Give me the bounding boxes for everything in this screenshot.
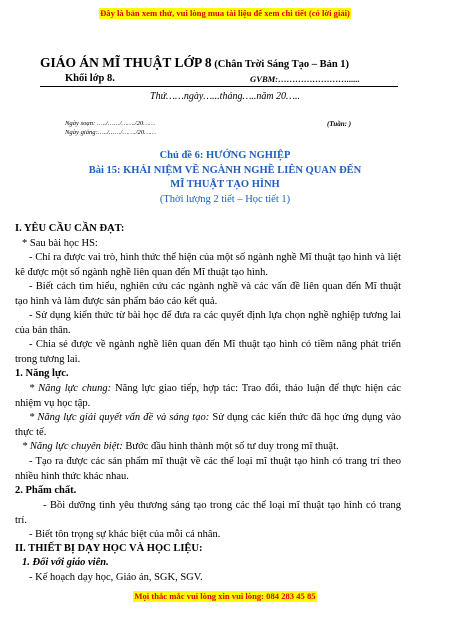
competency-specialized-text: Bước đầu hình thành một số tư duy trong mĩ thuật. — [122, 441, 339, 452]
bottom-banner-text: Mọi thắc mắc vui lòng xin vui lòng: 084 283 45 85 — [134, 591, 316, 601]
competency-general-text: Năng lực giao tiếp, hợp tác: Trao đổi, thảo luận để thực hiện các nhiệm vụ học tập. — [15, 383, 401, 409]
quality-heading: 2. Phẩm chất. — [15, 485, 77, 496]
header-divider — [40, 86, 398, 87]
week-label: (Tuần: ) — [327, 120, 352, 128]
teach-date: Ngày giảng:…../……/……./20…… — [65, 129, 156, 136]
section2-heading: II. THIẾT BỊ DẠY HỌC VÀ HỌC LIỆU: — [15, 543, 203, 554]
competency-problem-solving-label: * Năng lực giải quyết vấn đề và sáng tạo: — [29, 412, 210, 423]
goal-2: - Biết cách tìm hiểu, nghiên cứu các ngành nghề và các vấn đề liên quan đến Mĩ thuật tạo hình và làm được sản phẩm báo cáo kết quả. — [15, 281, 401, 307]
lesson-duration: (Thời lượng 2 tiết – Học tiết 1) — [159, 194, 291, 205]
page-title — [40, 55, 349, 71]
title-main: GIÁO ÁN MĨ THUẬT LỚP 8 — [40, 55, 212, 70]
goal-1: - Chỉ ra được vai trò, hình thức thể hiện của một số ngành nghề Mĩ thuật tạo hình và liệt kê được một số ngành nghề liên quan đến Mĩ thuật tạo hình. — [15, 252, 401, 278]
goal-4: - Chia sẻ được về ngành nghề liên quan đến Mĩ thuật tạo hình có tiềm năng phát triển trong tương lai. — [15, 339, 401, 365]
quality-1: - Bồi dưỡng tình yêu thương sáng tạo trong các thể loại mĩ thuật tạo hình có trang trí. — [15, 500, 401, 526]
quality-2: - Biết tôn trọng sự khác biệt của mỗi cá nhân. — [29, 529, 221, 540]
lesson-title-line1: Bài 15: KHÁI NIỆM VỀ NGÀNH NGHỀ LIÊN QUAN ĐẾN — [88, 165, 362, 176]
date-line: Thứ……ngày…...tháng…..năm 20….. — [150, 91, 300, 102]
top-banner-text: Đây là bản xem thử, vui lòng mua tài liệu để xem chi tiết (có lời giải) — [100, 8, 350, 18]
teacher-items: - Kế hoạch dạy học, Giáo án, SGK, SGV. — [29, 572, 203, 583]
teacher-heading: 1. Đối với giáo viên. — [22, 557, 109, 568]
competency-heading: 1. Năng lực. — [15, 368, 69, 379]
after-lesson-label: * Sau bài học HS: — [22, 238, 98, 249]
section1-heading: I. YÊU CẦU CẦN ĐẠT: — [15, 223, 125, 234]
prep-date: Ngày soạn: …../……/……./20…… — [65, 120, 155, 127]
title-edition: (Chân Trời Sáng Tạo – Bản 1) — [211, 59, 350, 70]
lesson-topic: Chủ đề 6: HƯỚNG NGHIỆP — [159, 150, 291, 161]
competency-specialized-detail: - Tạo ra được các sản phẩm mĩ thuật về các thể loại mĩ thuật tạo hình có trang trí theo nhiều hình thức khác nhau. — [15, 456, 401, 482]
bottom-banner — [0, 586, 450, 604]
lesson-title-line2: MĨ THUẬT TẠO HÌNH — [170, 179, 280, 190]
competency-specialized — [22, 440, 408, 455]
top-banner — [0, 3, 450, 21]
competency-problem-solving-text: Sử dụng các kiến thức đã học ứng dụng vào thực tế. — [15, 412, 401, 438]
competency-specialized-label: * Năng lực chuyên biệt: — [22, 441, 123, 452]
teacher-field: GVBM:……………………...... — [250, 74, 360, 84]
competency-general — [15, 382, 401, 411]
grade-label: Khối lớp 8. — [65, 73, 115, 84]
goal-3: - Sử dụng kiến thức từ bài học để đưa ra các quyết định lựa chọn nghề nghiệp tương lai của bản thân. — [15, 310, 401, 336]
competency-problem-solving — [15, 411, 401, 440]
competency-general-label: * Năng lực chung: — [29, 383, 112, 394]
